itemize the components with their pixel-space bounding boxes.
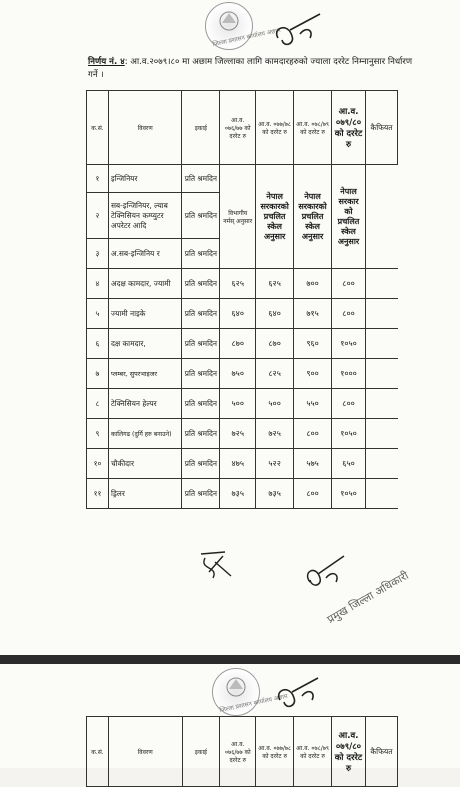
document-page-2 [0,664,460,774]
table-row [87,419,398,449]
header-remarks: कैफियत [365,717,397,787]
rate-cell: ५०० [220,389,256,419]
row-sn: २ [87,193,109,239]
rate-cell: ६४० [256,299,294,329]
rate-cell: ८७० [220,329,256,359]
rate-cell: ८७० [256,329,294,359]
table-row [87,299,398,329]
table-row [87,359,398,389]
rate-cell: ७३५ [220,479,256,509]
signature-left [195,548,239,584]
row-desc: दक्ष कामदार, [108,329,182,359]
rate-cell: ५०० [256,389,294,419]
span-govt-1: नेपाल सरकारको प्रचलित स्केल अनुसार [256,165,294,269]
row-unit: प्रति श्रमदिन [182,389,220,419]
rate-cell: १०५० [332,479,366,509]
span-govt-2: नेपाल सरकारको प्रचलित स्केल अनुसार [294,165,332,269]
header-year-3: आ.व. ०७८/७९ को दररेट रु [294,91,332,165]
rate-cell: ६४० [220,299,256,329]
rate-cell: १०५० [332,329,366,359]
rate-cell: ६५० [332,449,366,479]
signature-top [272,672,326,712]
chief-district-officer-stamp: प्रमुख जिल्ला अधिकारी [324,568,411,627]
remarks-cell [366,479,398,509]
row-sn: ४ [87,269,109,299]
wage-rate-table [86,90,398,509]
header-sn: क.सं. [87,91,109,165]
header-unit: इकाई [182,717,220,787]
span-departmental: विभागीय नर्मस् अनुसार [220,165,256,269]
rate-cell: ७३५ [256,479,294,509]
row-desc: कालिगढ (दुर्गि हरु बनाउने) [108,419,182,449]
row-unit: प्रति श्रमदिन [182,359,220,389]
row-unit: प्रति श्रमदिन [182,479,220,509]
office-seal-emblem [212,668,289,716]
rate-cell: ५२२ [256,449,294,479]
rate-cell: ८०० [332,269,366,299]
row-sn: ११ [87,479,109,509]
header-year-2: आ.व. ०७७/७८ को दररेट रु [256,91,294,165]
rate-cell: ६२५ [256,269,294,299]
seal-text: जिल्ला प्रशासन कार्यालय अछाम [212,26,282,49]
row-sn: ६ [87,329,109,359]
row-desc: टेक्निसियन हेल्पर [108,389,182,419]
row-desc: ज्यामी नाइके [108,299,182,329]
row-unit: प्रति श्रमदिन [182,193,220,239]
row-unit: प्रति श्रमदिन [182,449,220,479]
header-year-1: आ.व. ०७६/७७ को दररेट रु [220,91,256,165]
remarks-cell [366,419,398,449]
header-year-3: आ.व. ०७८/७९ को दररेट रु [294,717,332,787]
row-unit: प्रति श्रमदिन [182,299,220,329]
span-govt-3: नेपाल सरकार को प्रचलित स्केल अनुसार [332,165,366,269]
rate-cell: ५७५ [294,449,332,479]
table-header-row [87,717,398,787]
table-row [87,479,398,509]
header-year-1: आ.व. ०७६/७७ को दररेट रु [220,717,256,787]
table-row [87,389,398,419]
remarks-cell [366,359,398,389]
remarks-cell [366,449,398,479]
table-row [87,269,398,299]
row-sn: १ [87,165,109,193]
row-sn: ३ [87,239,109,269]
remarks-cell [366,165,398,269]
rate-cell: ७२५ [256,419,294,449]
row-desc: प्लम्बर, सुपरभाइजर [108,359,182,389]
rate-cell: ९०० [294,359,332,389]
row-desc: सब-इन्जिनियर, ल्याब टेक्निसियन कम्प्युटर अपरेटर आदि [108,193,182,239]
rate-cell: ८०० [332,389,366,419]
rate-cell: ७५० [220,359,256,389]
signature-top [270,8,330,52]
seal-text: जिल्ला प्रशासन कार्यालय अछाम [219,692,289,715]
table-row [87,449,398,479]
header-desc: विवरण [108,91,182,165]
row-sn: ७ [87,359,109,389]
row-unit: प्रति श्रमदिन [182,239,220,269]
header-year-2: आ.व. ०७७/७८ को दररेट रु [256,717,294,787]
rate-cell: ६२५ [220,269,256,299]
rate-cell: १०५० [332,419,366,449]
row-sn: ९ [87,419,109,449]
row-desc: अदक्ष कामदार, ज्यामी [108,269,182,299]
rate-cell: ९६० [294,329,332,359]
table-header-row [87,91,398,165]
remarks-cell [366,269,398,299]
rate-cell: ७१५ [294,299,332,329]
rate-cell: १००० [332,359,366,389]
row-desc: अ.सब-इन्जिनिय र [108,239,182,269]
page-separator [0,655,460,664]
header-year-4: आ.व. ०७९/८० को दररेट रु [332,717,366,787]
header-remarks: कैफियत [366,91,398,165]
decision-text: : आ.व.२०७९।८० मा अछाम जिल्लाका लागि कामदारहरुको ज्याला दररेट निम्नानुसार निर्धारण गर्ने । [88,57,413,80]
remarks-cell [366,389,398,419]
office-seal-emblem [205,2,282,50]
remarks-cell [366,299,398,329]
signature-right [300,548,350,592]
rate-cell: ८०० [294,419,332,449]
row-unit: प्रति श्रमदिन [182,269,220,299]
rate-cell: ८२५ [256,359,294,389]
wage-rate-table-continued [86,716,398,787]
row-sn: १० [87,449,109,479]
row-sn: ५ [87,299,109,329]
rate-cell: ८०० [294,479,332,509]
rate-cell: ७०० [294,269,332,299]
rate-cell: ७२५ [220,419,256,449]
row-desc: ड्रिलर [108,479,182,509]
row-desc: चौकीदार [108,449,182,479]
rate-cell: ४७५ [220,449,256,479]
rate-cell: ८०० [332,299,366,329]
row-desc: इन्जिनियर [108,165,182,193]
header-unit: इकाई [182,91,220,165]
table-row [87,165,398,193]
row-sn: ८ [87,389,109,419]
row-unit: प्रति श्रमदिन [182,165,220,193]
decision-heading [88,56,418,82]
table-row [87,329,398,359]
header-desc: विवरण [108,717,182,787]
row-unit: प्रति श्रमदिन [182,329,220,359]
decision-number: निर्णय नं. ४ [88,57,125,67]
rate-cell: ५५० [294,389,332,419]
remarks-cell [366,329,398,359]
header-year-4: आ.व. ०७९/८० को दररेट रु [332,91,366,165]
header-sn: क.सं. [87,717,109,787]
row-unit: प्रति श्रमदिन [182,419,220,449]
